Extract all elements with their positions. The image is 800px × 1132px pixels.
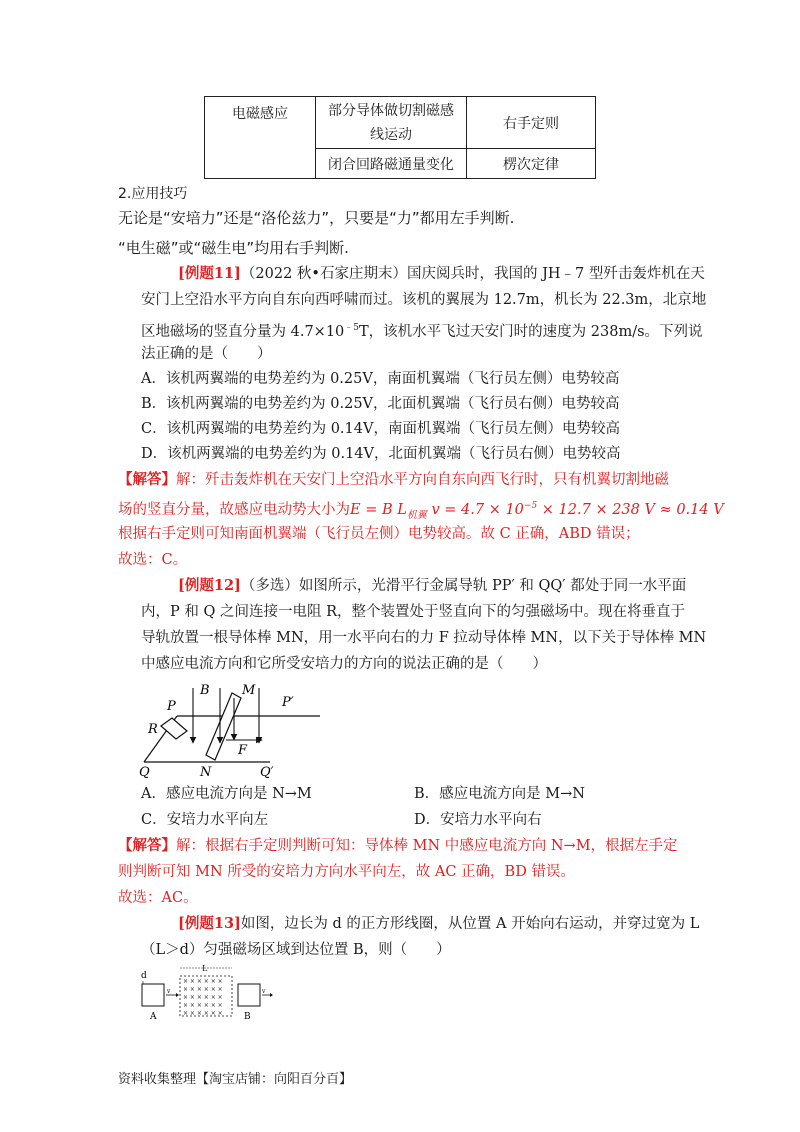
label-l: L [202, 964, 208, 973]
example-11-tag: [例题11] [178, 265, 241, 282]
example-13-line-2: （L＞d）匀强磁场区域到达位置 B，则（ ） [141, 942, 451, 958]
coil-a [142, 984, 164, 1006]
label-q: Q [139, 765, 150, 780]
example-11-option-d: D．该机两翼端的电势差约为 0.14V，北面机翼端（飞行员右侧）电势较高 [141, 446, 621, 462]
example-12-line-4: 中感应电流方向和它所受安培力的方向的说法正确的是（ ） [141, 656, 547, 672]
svg-text:v: v [167, 988, 171, 995]
label-p: P [167, 699, 176, 714]
example-12-line-3: 导轨放置一根导体棒 MN，用一水平向右的力 F 拉动导体棒 MN，以下关于导体棒 MN [141, 630, 707, 646]
example-12-answer-line-1: 【解答】解：根据右手定则判断可知：导体棒 MN 中感应电流方向 N→M，根据左手定 [118, 837, 678, 854]
label-m: M [242, 683, 256, 698]
section-heading: 2.应用技巧 [118, 186, 188, 202]
example-12-answer-line-3: 故选：AC。 [118, 890, 198, 906]
svg-text:× × × × × ×: × × × × × × [183, 994, 223, 1001]
coil-field-diagram [132, 962, 282, 1022]
example-11-line-2: 安门上空沿水平方向自东向西呼啸而过。该机的翼展为 12.7m，机长为 22.3m，北京地 [141, 292, 707, 308]
label-q-prime: Q′ [260, 765, 274, 780]
example-11-option-b: B．该机两翼端的电势差约为 0.25V，北面机翼端（飞行员右侧）电势较高 [141, 396, 620, 412]
label-b: B [200, 683, 210, 698]
rail-circuit-diagram [130, 676, 320, 788]
example-12-answer-line-2: 则判断可知 MN 所受的安培力方向水平向左，故 AC 正确，BD 错误。 [118, 864, 575, 880]
label-f: F [238, 743, 248, 758]
table-cell-cut-lines: 部分导体做切割磁感 线运动 [316, 97, 467, 149]
example-12-tag: [例题12] [178, 577, 241, 594]
example-12-option-a: A．感应电流方向是 N→M [141, 786, 312, 802]
rules-table [204, 96, 596, 179]
svg-text:× × × × × ×: × × × × × × [183, 986, 223, 993]
table-cell-lenz-law: 楞次定律 [467, 149, 596, 179]
label-d: d [141, 971, 147, 981]
example-11-answer-line-2: 场的竖直分量，故感应电动势大小为E = B $L_{机翼}$ $v = 4.7 \times 10^{-5} \times 12.7 \times 238$ V ≈ 0.14 V [118, 501, 724, 521]
table-cell-right-hand-rule: 右手定则 [467, 97, 596, 149]
example-12-option-c: C．安培力水平向左 [141, 812, 269, 828]
example-12-option-b: B．感应电流方向是 M→N [414, 786, 585, 802]
svg-text:v: v [262, 988, 266, 995]
example-12-line-2: 内，P 和 Q 之间连接一电阻 R，整个装置处于竖直向下的匀强磁场中。现在将垂直于 [141, 604, 685, 620]
label-b-position: B [244, 1012, 251, 1022]
example-11-answer-line-1: 【解答】解：歼击轰炸机在天安门上空沿水平方向自东向西飞行时，只有机翼切割地磁 [118, 471, 669, 488]
svg-text:× × × × × ×: × × × × × × [183, 978, 223, 985]
example-13-line-1: [例题13]如图，边长为 d 的正方形线圈，从位置 A 开始向右运动，并穿过宽为 L [178, 915, 700, 932]
example-11-line-4: 法正确的是（ ） [141, 346, 272, 362]
section-line-2: “电生磁”或“磁生电”均用右手判断. [118, 239, 349, 257]
example-11-option-a: A．该机两翼端的电势差约为 0.25V，南面机翼端（飞行员左侧）电势较高 [141, 371, 620, 387]
example-11-line-3: 区地磁场的竖直分量为 $4.7\times 10^{﹣5}T$，该机水平飞过天安门时的速度为 238m/s。下列说 [141, 323, 703, 340]
footer-note: 资料收集整理【淘宝店铺：向阳百分百】 [118, 1072, 353, 1087]
svg-text:× × × × × ×: × × × × × × [183, 1010, 223, 1017]
resistor [161, 718, 187, 739]
table-cell-flux-change: 闭合回路磁通量变化 [316, 149, 467, 179]
coil-b [238, 984, 260, 1006]
conductor-rod [206, 693, 241, 760]
label-a: A [150, 1012, 157, 1022]
svg-text:× × × × × ×: × × × × × × [183, 1002, 223, 1009]
example-11-answer-line-4: 故选：C。 [118, 552, 188, 568]
example-12-line-1: [例题12]（多选）如图所示，光滑平行金属导轨 PP′ 和 QQ′ 都处于同一水平面 [178, 577, 687, 594]
label-r: R [148, 722, 158, 737]
example-11-option-c: C．该机两翼端的电势差约为 0.14V，南面机翼端（飞行员左侧）电势较高 [141, 421, 620, 437]
example-11-line-1: [例题11]（2022 秋•石家庄期末）国庆阅兵时，我国的 JH﹣7 型歼击轰炸机在天 [178, 265, 705, 282]
example-13-tag: [例题13] [178, 915, 241, 932]
example-12-option-d: D．安培力水平向右 [414, 812, 542, 828]
label-n: N [200, 765, 212, 780]
field-x-marks [183, 978, 223, 1017]
table-cell-em-induction: 电磁感应 [205, 97, 316, 179]
label-p-prime: P′ [282, 695, 294, 710]
section-line-1: 无论是“安培力”还是“洛伦兹力”，只要是“力”都用左手判断. [118, 209, 515, 227]
example-11-answer-line-3: 根据右手定则可知南面机翼端（飞行员左侧）电势较高。故 C 正确，ABD 错误； [118, 526, 640, 542]
